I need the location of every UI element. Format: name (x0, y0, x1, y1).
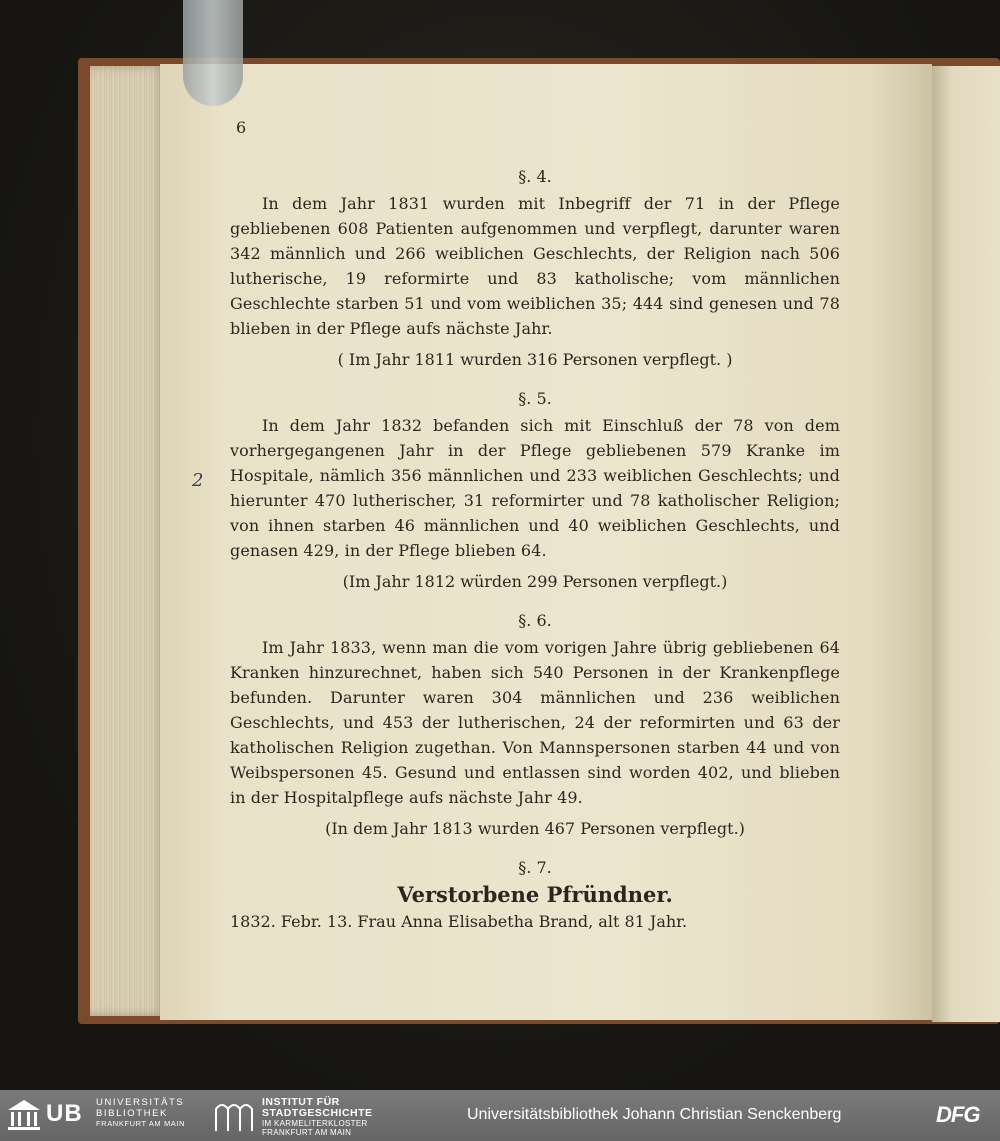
ub-building-icon (6, 1098, 42, 1132)
section-heading: §. 6. (518, 611, 552, 630)
ub-line: FRANKFURT AM MAIN (96, 1119, 186, 1128)
section-paragraph: In dem Jahr 1831 wurden mit Inbegriff der 71 in der Pflege gebliebenen 608 Patienten aufgenommen und verpflegt, darunter waren 342 männlich und 266 weiblichen Geschlechts, der Religion nach 506 lutherische, 19 reformirte und 83 katholische; vom männlichen Geschlechte starben 51 und vom weiblichen 35; 444 sind genesen und 78 blieben in der Pflege aufs nächste Jahr. (230, 194, 840, 338)
section-title: Verstorbene Pfründner. (397, 882, 673, 907)
page-edges (90, 66, 166, 1016)
section-note: ( Im Jahr 1811 wurden 316 Personen verpflegt. ) (337, 350, 733, 369)
section-heading: §. 4. (518, 167, 552, 186)
section-heading: §. 7. (518, 858, 552, 877)
ub-name (96, 1098, 185, 1130)
isg-line: IM KARMELITERKLOSTER (262, 1119, 368, 1128)
isg-line: FRANKFURT AM MAIN (262, 1128, 352, 1137)
page-number: 6 (236, 118, 247, 137)
section-note: (Im Jahr 1812 würden 299 Personen verpflegt.) (342, 572, 728, 591)
section-heading: §. 5. (518, 389, 552, 408)
facing-page-edge (932, 66, 1000, 1022)
obituary-entry: 1832. Febr. 13. Frau Anna Elisabetha Brand, alt 81 Jahr. (230, 912, 688, 931)
footer-bar (0, 1090, 1000, 1141)
dfg-logo: DFG (936, 1102, 980, 1127)
ub-logo-text: UB (46, 1100, 83, 1127)
section-paragraph: In dem Jahr 1832 befanden sich mit Einschluß der 78 von dem vorhergegangenen Jahr in der Pflege gebliebenen 579 Kranke im Hospitale, nämlich 356 männlichen und 233 weiblichen Geschlechts; und hierunter 470 lutherischer, 31 reformirter und 78 katholischer Religion; von ihnen starben 46 männlichen und 40 weiblichen Geschlechts, und genasen 429, in der Pflege blieben 64. (230, 416, 840, 560)
institution-name: Universitätsbibliothek Johann Christian Senckenberg (467, 1106, 842, 1123)
isg-name (262, 1097, 373, 1137)
margin-annotation: 2 (192, 470, 204, 491)
page-text (230, 118, 840, 934)
ub-line: UNIVERSITÄTS (96, 1097, 185, 1108)
section-note: (In dem Jahr 1813 wurden 467 Personen verpflegt.) (325, 819, 745, 838)
isg-arches-icon (214, 1099, 254, 1133)
isg-line: INSTITUT FÜR (262, 1096, 340, 1108)
bookmark-clip (183, 0, 243, 106)
section-paragraph: Im Jahr 1833, wenn man die vom vorigen Jahre übrig gebliebenen 64 Kranken hinzurechnet, haben sich 540 Personen in der Krankenpflege befunden. Darunter waren 304 männlichen und 236 weiblichen Geschlechts, und 453 der lutherischen, 24 der reformirten und 63 der katholischen Religion zugethan. Von Mannspersonen starben 44 und von Weibspersonen 45. Gesund und entlassen sind worden 402, und blieben in der Hospitalpflege aufs nächste Jahr 49. (230, 638, 840, 807)
ub-line: BIBLIOTHEK (96, 1107, 168, 1119)
isg-line: STADTGESCHICHTE (262, 1107, 373, 1119)
